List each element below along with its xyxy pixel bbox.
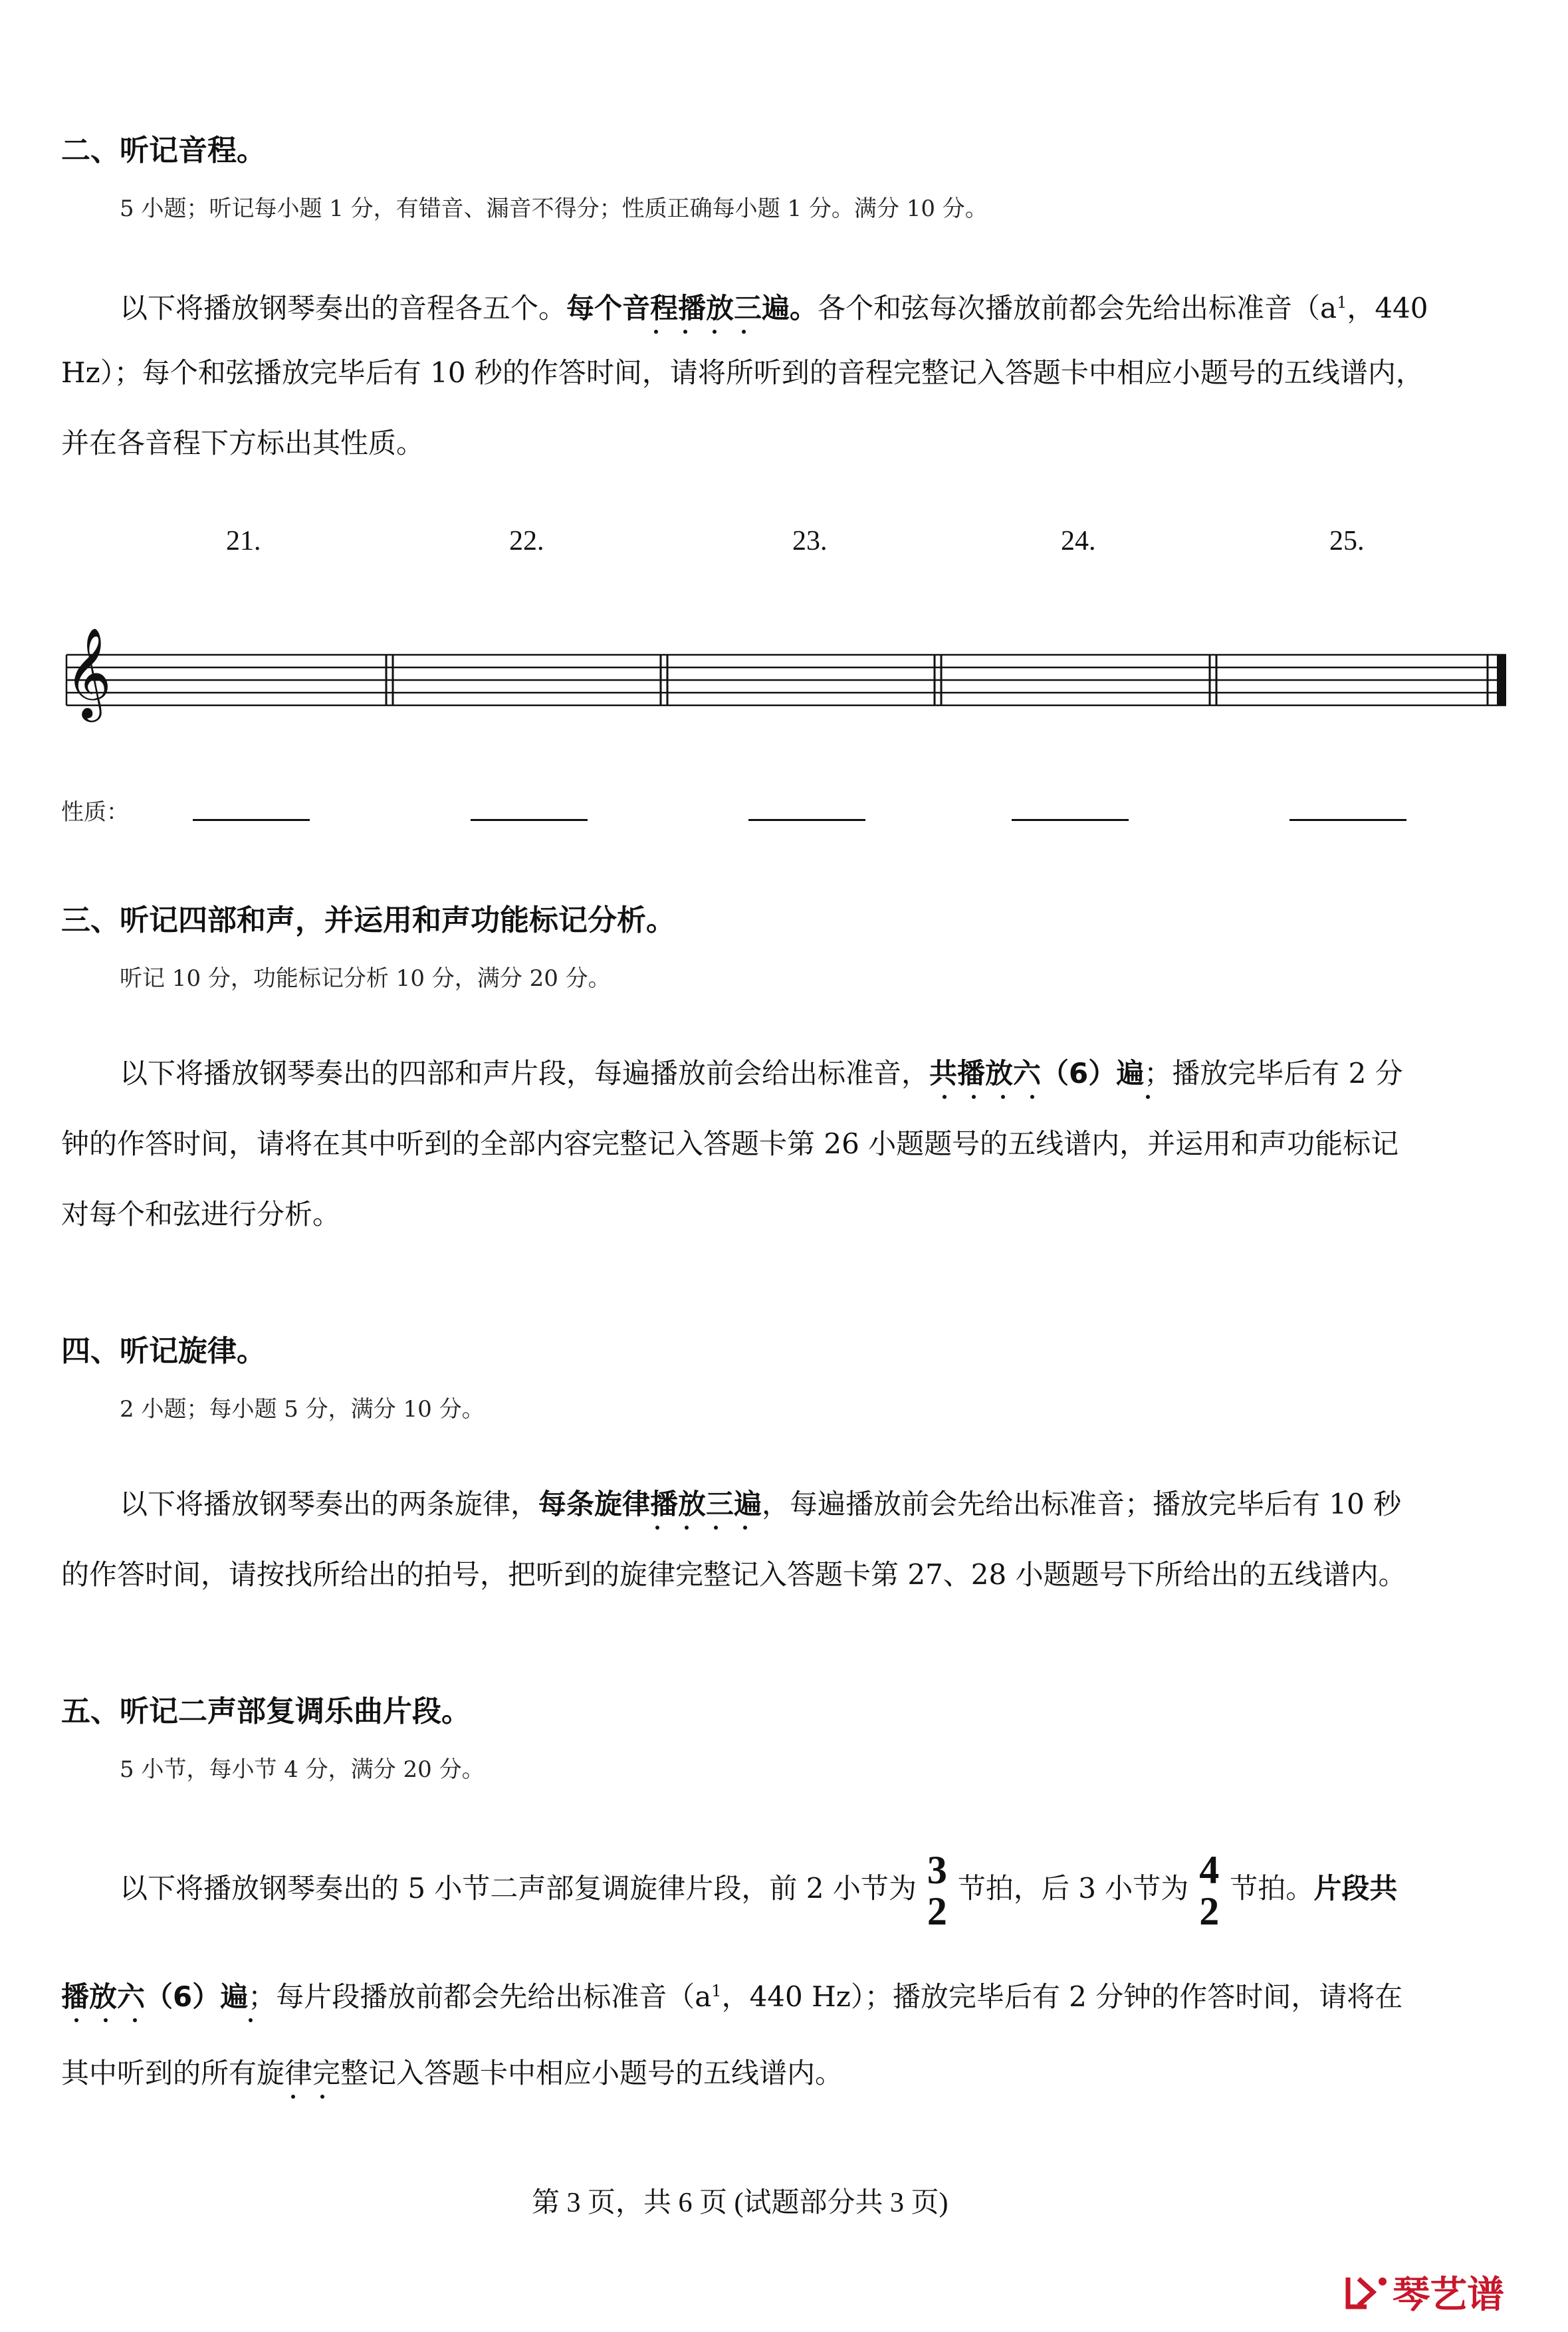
logo-mark-icon bbox=[1343, 2272, 1389, 2312]
answer-blank bbox=[748, 819, 865, 821]
text: ；播放完毕后有 2 分 bbox=[1144, 1057, 1403, 1090]
answer-blank bbox=[471, 819, 588, 821]
section-5-title: 五、听记二声部复调乐曲片段。 bbox=[61, 1694, 471, 1728]
exercise-number-22: 22. bbox=[509, 526, 544, 556]
text: 以下将播放钢琴奏出的四部和声片段，每遍播放前会给出标准音， bbox=[120, 1057, 930, 1090]
exercise-number-25: 25. bbox=[1329, 526, 1365, 556]
emphasis-text: 播放六（6）遍 bbox=[61, 1980, 248, 2013]
treble-clef-icon: 𝄞 bbox=[65, 626, 112, 718]
text: ，440 Hz）；播放完毕后有 2 分钟的作答时间，请将在 bbox=[721, 1980, 1403, 2013]
section-3-title: 三、听记四部和声，并运用和声功能标记分析。 bbox=[61, 903, 675, 937]
text: 各个和弦每次播放前都会先给出标准音（a bbox=[818, 292, 1337, 324]
emphasis-text: 每个音程播放三遍。 bbox=[566, 292, 818, 324]
superscript: 1 bbox=[711, 1982, 722, 2000]
text: 的作答时间，请按找所给出的拍号，把听到的旋律完整记入答题卡第 27、28 小题题号下所给出的五线谱内。 bbox=[61, 1558, 1406, 1591]
text: 节拍。 bbox=[1230, 1872, 1314, 1905]
text: 并在各音程下方标出其性质。 bbox=[61, 427, 425, 459]
watermark-logo bbox=[1343, 2266, 1504, 2319]
emphasis-text: 片段共 bbox=[1313, 1872, 1398, 1905]
quality-label: 性质： bbox=[61, 799, 129, 826]
text: 其中听到的所有旋律完整记入答题卡中相应小题号的五线谱内。 bbox=[61, 2057, 843, 2089]
emphasis-text: 共播放六（6）遍 bbox=[929, 1057, 1144, 1090]
text: 以下将播放钢琴奏出的音程各五个。 bbox=[120, 292, 567, 324]
page-footer: 第 3 页，共 6 页 (试题部分共 3 页) bbox=[532, 2188, 949, 2218]
text: 以下将播放钢琴奏出的 5 小节二声部复调旋律片段，前 2 小节为 bbox=[120, 1872, 917, 1905]
section-5-scoring: 5 小节，每小节 4 分，满分 20 分。 bbox=[120, 1756, 485, 1783]
time-signature-3-2: 3 2 bbox=[927, 1848, 947, 1933]
text: 以下将播放钢琴奏出的两条旋律， bbox=[120, 1488, 539, 1520]
text: 节拍，后 3 小节为 bbox=[957, 1872, 1189, 1905]
section-2-title: 二、听记音程。 bbox=[61, 134, 266, 168]
exercise-number-24: 24. bbox=[1061, 526, 1096, 556]
text: ，每遍播放前会先给出标准音；播放完毕后有 10 秒 bbox=[762, 1488, 1402, 1520]
section-3-scoring: 听记 10 分，功能标记分析 10 分，满分 20 分。 bbox=[120, 965, 611, 992]
section-2-scoring: 5 小题；听记每小题 1 分，有错音、漏音不得分；性质正确每小题 1 分。满分 10 分。 bbox=[120, 195, 988, 222]
section-4-scoring: 2 小题；每小题 5 分，满分 10 分。 bbox=[120, 1396, 485, 1423]
music-staff bbox=[0, 0, 1568, 764]
exercise-number-23: 23. bbox=[792, 526, 828, 556]
text: ；每片段播放前都会先给出标准音（a bbox=[248, 1980, 712, 2013]
answer-blank bbox=[1289, 819, 1406, 821]
text: 钟的作答时间，请将在其中听到的全部内容完整记入答题卡第 26 小题题号的五线谱内，并运用和声功能标记 bbox=[61, 1127, 1399, 1160]
text: 对每个和弦进行分析。 bbox=[61, 1198, 341, 1230]
section-4-title: 四、听记旋律。 bbox=[61, 1334, 266, 1368]
time-signature-4-2: 4 2 bbox=[1199, 1848, 1220, 1933]
emphasis-text: 每条旋律播放三遍 bbox=[538, 1488, 762, 1520]
superscript: 1 bbox=[1337, 293, 1347, 312]
text: Hz）；每个和弦播放完毕后有 10 秒的作答时间，请将所听到的音程完整记入答题卡中相应小题号的五线谱内， bbox=[61, 356, 1424, 389]
text: ，440 bbox=[1347, 292, 1428, 324]
exercise-number-21: 21. bbox=[226, 526, 261, 556]
answer-blank bbox=[193, 819, 310, 821]
answer-blank bbox=[1012, 819, 1129, 821]
logo-text: 琴艺谱 bbox=[1393, 2274, 1505, 2317]
